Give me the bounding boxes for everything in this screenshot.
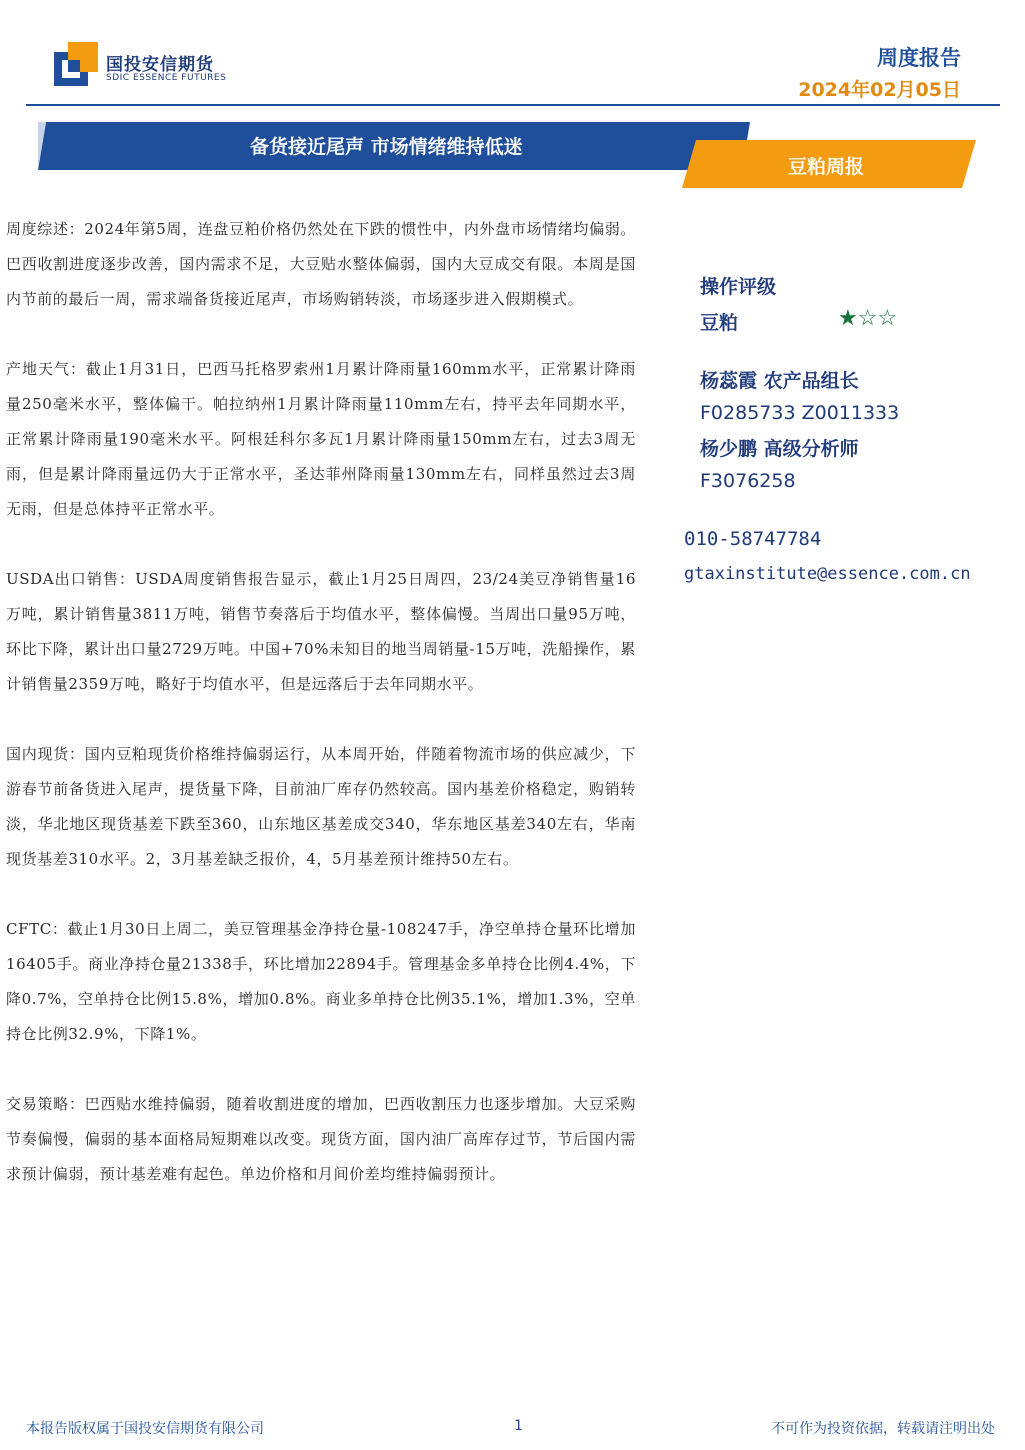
rating-product: 豆粕 [700, 312, 739, 334]
analyst-2: 杨少鹏 高级分析师 [700, 438, 859, 460]
footer-disclaimer: 不可作为投资依据，转载请注明出处 [771, 1421, 995, 1437]
paragraph-usda-sales: USDA出口销售：USDA周度销售报告显示，截止1月25日周四，23/24美豆净销售量16万吨，累计销售量3811万吨，销售节奏落后于均值水平，整体偏慢。当周出口量95万吨，环比下降，累计出口量2729万吨。中国+70%未知目的地当周销量-15万吨，洗船操作，累计销售量2359万吨，略好于均值水平，但是远落后于去年同期水平。 [6, 570, 636, 693]
logo-text-cn: 国投安信期货 [106, 55, 214, 75]
rating-stars-icon: ★☆☆ [838, 306, 898, 331]
header-divider [26, 104, 1000, 106]
analyst-1-license: F0285733 Z0011333 [700, 402, 900, 424]
footer-copyright: 本报告版权属于国投安信期货有限公司 [26, 1421, 264, 1437]
page-title: 备货接近尾声 市场情绪维持低迷 [250, 136, 523, 158]
paragraph-strategy: 交易策略：巴西贴水维持偏弱，随着收割进度的增加，巴西收割压力也逐步增加。大豆采购节奏偏慢，偏弱的基本面格局短期难以改变。现货方面，国内油厂高库存过节，节后国内需求预计偏弱，预计基差难有起色。单边价格和月间价差均维持偏弱预计。 [6, 1095, 636, 1183]
paragraph-cftc: CFTC：截止1月30日上周二，美豆管理基金净持仓量-108247手，净空单持仓量环比增加16405手。商业净持仓量21338手，环比增加22894手。管理基金多单持仓比例4.4%，下降0.7%，空单持仓比例15.8%，增加0.8%。商业多单持仓比例35.1%，增加1.3%，空单持仓比例32.9%，下降1%。 [6, 920, 636, 1043]
contact-phone: 010-58747784 [684, 528, 822, 550]
logo-text-en: SDIC ESSENCE FUTURES [106, 73, 227, 83]
paragraph-domestic-spot: 国内现货：国内豆粕现货价格维持偏弱运行，从本周开始，伴随着物流市场的供应减少，下游春节前备货进入尾声，提货量下降，目前油厂库存仍然较高。国内基差价格稳定，购销转淡，华北地区现货基差下跌至360，山东地区基差成交340，华东地区基差340左右，华南现货基差310水平。2，3月基差缺乏报价，4，5月基差预计维持50左右。 [6, 745, 636, 868]
report-tag-label: 豆粕周报 [788, 156, 865, 178]
report-body [6, 212, 636, 1227]
rating-title: 操作评级 [700, 276, 777, 298]
logo-mark-icon [54, 42, 98, 86]
paragraph-weekly-summary: 周度综述：2024年第5周，连盘豆粕价格仍然处在下跌的惯性中，内外盘市场情绪均偏弱。巴西收割进度逐步改善，国内需求不足，大豆贴水整体偏弱，国内大豆成交有限。本周是国内节前的最后一周，需求端备货接近尾声，市场购销转淡，市场逐步进入假期模式。 [6, 220, 636, 308]
analyst-2-license: F3076258 [700, 470, 796, 492]
paragraph-weather: 产地天气：截止1月31日，巴西马托格罗索州1月累计降雨量160mm水平，正常累计降雨量250毫米水平，整体偏干。帕拉纳州1月累计降雨量110mm左右，持平去年同期水平，正常累计降雨量190毫米水平。阿根廷科尔多瓦1月累计降雨量150mm左右，过去3周无雨，但是累计降雨量远仍大于正常水平，圣达菲州降雨量130mm左右，同样虽然过去3周无雨，但是总体持平正常水平。 [6, 360, 636, 518]
contact-email[interactable]: gtaxinstitute@essence.com.cn [684, 564, 971, 584]
report-date: 2024年02月05日 [798, 79, 961, 101]
analyst-1: 杨蕊霞 农产品组长 [700, 370, 859, 392]
report-type: 周度报告 [877, 46, 961, 70]
page-number: 1 [514, 1418, 523, 1434]
company-logo [54, 42, 244, 88]
